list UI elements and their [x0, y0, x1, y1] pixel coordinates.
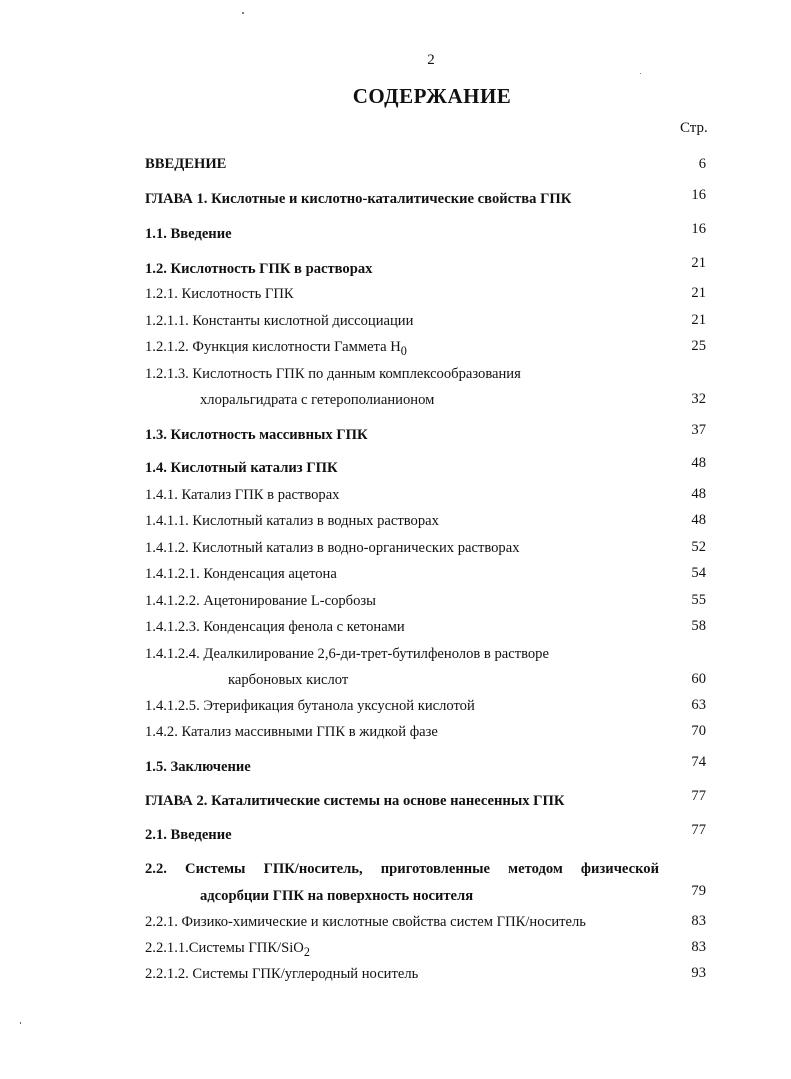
toc-entry-page: 32 [691, 391, 706, 407]
scan-speck [640, 73, 641, 74]
toc-entry-label: ГЛАВА 1. Кислотные и кислотно-каталитические свойства ГПК [145, 191, 572, 207]
subscript: 2 [303, 944, 310, 959]
toc-entry-page: 83 [691, 939, 706, 955]
scan-speck [20, 1022, 21, 1024]
toc-entry-page: 77 [691, 788, 706, 804]
toc-entry-label: 2.2.1. Физико-химические и кислотные свойства систем ГПК/носитель [145, 914, 586, 930]
toc-entry-page: 52 [691, 539, 706, 555]
toc-entry-page: 48 [691, 486, 706, 502]
toc-entry-label: 1.2. Кислотность ГПК в растворах [145, 261, 373, 277]
toc-entry-page: 21 [691, 285, 706, 301]
toc-entry-label: 1.4.1.2.4. Деалкилирование 2,6-ди-трет-бутилфенолов в растворе [145, 646, 549, 662]
toc-entry-label: ГЛАВА 2. Каталитические системы на основе нанесенных ГПК [145, 793, 565, 809]
toc-entry-label: хлоральгидрата с гетерополианионом [200, 392, 435, 408]
toc-entry-text: 1.2.1.2. Функция кислотности Гаммета H [145, 339, 401, 355]
toc-entry-page: 48 [691, 455, 706, 471]
toc-entry-page: 37 [691, 422, 706, 438]
toc-entry-label: 1.2.1. Кислотность ГПК [145, 286, 294, 302]
toc-entry-label: 2.1. Введение [145, 827, 232, 843]
toc-entry-page: 60 [691, 671, 706, 687]
toc-entry-page: 70 [691, 723, 706, 739]
toc-entry-label: 1.5. Заключение [145, 759, 251, 775]
scan-speck [242, 12, 244, 14]
toc-entry-text: 2.2.1.1.Системы ГПК/SiO [145, 940, 304, 956]
toc-entry-page: 54 [691, 565, 706, 581]
toc-entry-label: 1.4.1.2.1. Конденсация ацетона [145, 566, 337, 582]
subscript: 0 [400, 343, 407, 358]
toc-entry-label: 1.4.1.2.2. Ацетонирование L-сорбозы [145, 593, 376, 609]
toc-entry-label: 1.4.1.2.5. Этерификация бутанола уксусной кислотой [145, 698, 475, 714]
toc-entry-label: 1.2.1.3. Кислотность ГПК по данным комплексообразования [145, 366, 521, 382]
toc-entry-label [145, 339, 407, 359]
toc-entry-label: 2.2. Системы ГПК/носитель, приготовленные методом физической [145, 861, 659, 877]
toc-entry-page: 74 [691, 754, 706, 770]
toc-entry-label: 1.4.1. Катализ ГПК в растворах [145, 487, 340, 503]
toc-entry-label: 1.2.1.1. Константы кислотной диссоциации [145, 313, 414, 329]
toc-entry-page: 21 [691, 255, 706, 271]
toc-entry-page: 58 [691, 618, 706, 634]
toc-entry-label: ВВЕДЕНИЕ [145, 156, 227, 172]
toc-entry-label [145, 940, 310, 960]
toc-entry-page: 55 [691, 592, 706, 608]
toc-entry-label: 1.3. Кислотность массивных ГПК [145, 427, 368, 443]
toc-entry-label: 2.2.1.2. Системы ГПК/углеродный носитель [145, 966, 419, 982]
page-title: СОДЕРЖАНИЕ [352, 84, 512, 108]
toc-entry-page: 77 [691, 822, 706, 838]
toc-entry-page: 16 [691, 187, 706, 203]
toc-entry-label: 1.4.1.2.3. Конденсация фенола с кетонами [145, 619, 405, 635]
toc-entry-label: 1.1. Введение [145, 226, 232, 242]
toc-entry-page: 63 [691, 697, 706, 713]
toc-entry-label: 1.4. Кислотный катализ ГПК [145, 460, 338, 476]
toc-entry-page: 48 [691, 512, 706, 528]
toc-entry-page: 93 [691, 965, 706, 981]
toc-entry-page: 25 [691, 338, 706, 354]
toc-entry-page: 6 [698, 156, 706, 172]
page-number: 2 [427, 52, 435, 68]
toc-entry-page: 21 [691, 312, 706, 328]
toc-entry-label: 1.4.1.2. Кислотный катализ в водно-органических растворах [145, 540, 520, 556]
toc-entry-label: карбоновых кислот [228, 672, 349, 688]
toc-entry-page: 79 [691, 883, 706, 899]
toc-entry-label: 1.4.2. Катализ массивными ГПК в жидкой фазе [145, 724, 438, 740]
toc-entry-page: 83 [691, 913, 706, 929]
toc-entry-page: 16 [691, 221, 706, 237]
toc-entry-label: адсорбции ГПК на поверхность носителя [200, 888, 474, 904]
toc-entry-label: 1.4.1.1. Кислотный катализ в водных растворах [145, 513, 439, 529]
pages-column-header: Стр. [680, 120, 708, 136]
